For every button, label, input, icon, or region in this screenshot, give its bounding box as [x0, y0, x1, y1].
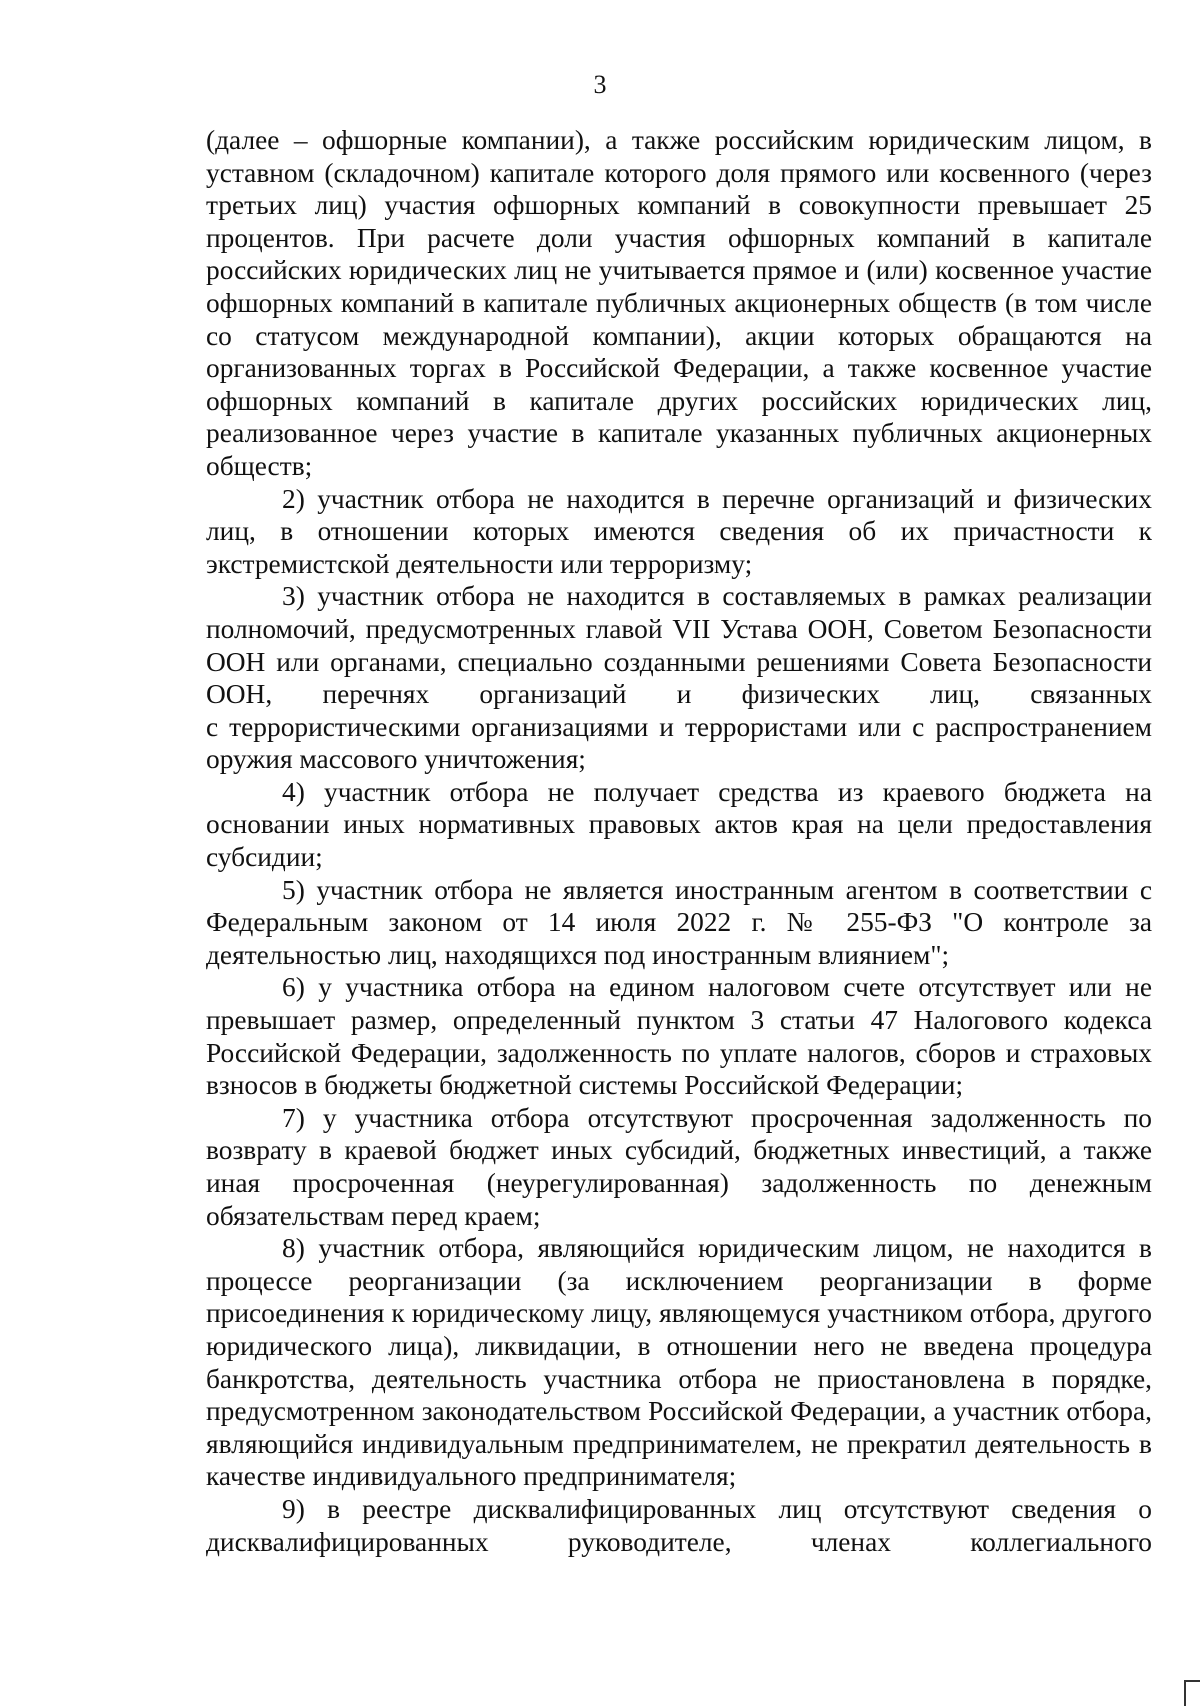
scan-corner-mark [1184, 1680, 1200, 1706]
paragraph-item-5: 5) участник отбора не является иностранным агентом в соответствии с Федеральным законом от 14 июля 2022 г. № 255-ФЗ "О контроле за деятельностью лиц, находящихся под иностранным влиянием"; [206, 874, 1152, 970]
paragraph-item-3-continuation: с террористическими организациями и террористами или с распространением оружия массового уничтожения; [206, 711, 1152, 775]
document-body [206, 124, 1152, 1558]
paragraph-item-2: 2) участник отбора не находится в перечне организаций и физических лиц, в отношении которых имеются сведения об их причастности к экстремистской деятельности или терроризму; [206, 483, 1152, 579]
paragraph-item-4: 4) участник отбора не получает средства из краевого бюджета на основании иных нормативных правовых актов края на цели предоставления субсидии; [206, 776, 1152, 873]
paragraph-offshore-continuation: (далее – офшорные компании), а также российским юридическим лицом, в уставном (складочном) капитале которого доля прямого или косвенного (через третьих лиц) участия офшорных компаний в совокупности превышает 25 процентов. При расчете доли участия офшорных компаний в капитале российских юридических лиц не учитывается прямое и (или) косвенное участие офшорных компаний в капитале публичных акционерных обществ (в том числе со статусом международной компании), акции которых обращаются на организованных торгах в Российской Федерации, а также косвенное участие офшорных компаний в капитале других российских юридических лиц, реализованное через участие в капитале указанных публичных акционерных обществ; [206, 125, 1152, 481]
paragraph-item-8: 8) участник отбора, являющийся юридическим лицом, не находится в процессе реорганизации (за исключением реорганизации в форме присоединения к юридическому лицу, являющемуся участником отбора, другого юридического лица), ликвидации, в отношении него не введена процедура банкротства, деятельность участника отбора не приостановлена в порядке, предусмотренном законодательством Российской Федерации, а участник отбора, являющийся индивидуальным предпринимателем, не прекратил деятельность в качестве индивидуального предпринимателя; [206, 1233, 1152, 1492]
paragraph-item-3: 3) участник отбора не находится в составляемых в рамках реализации полномочий, предусмотренных главой VII Устава ООН, Советом Безопасности ООН или органами, специально созданными решениями Совета Безопасности ООН, перечнях организаций и физических лиц, связанных [206, 581, 1152, 710]
paragraph-item-9: 9) в реестре дисквалифицированных лиц отсутствуют сведения о дисквалифицированных руководителе, членах коллегиального [206, 1493, 1152, 1557]
paragraph-item-6: 6) у участника отбора на едином налоговом счете отсутствует или не превышает размер, определенный пунктом 3 статьи 47 Налогового кодекса Российской Федерации, задолженность по уплате налогов, сборов и страховых взносов в бюджеты бюджетной системы Российской Федерации; [206, 972, 1152, 1101]
paragraph-item-7: 7) у участника отбора отсутствуют просроченная задолженность по возврату в краевой бюджет иных субсидий, бюджетных инвестиций, а также иная просроченная (неурегулированная) задолженность по денежным обязательствам перед краем; [206, 1102, 1152, 1231]
page-number: 3 [593, 70, 607, 99]
